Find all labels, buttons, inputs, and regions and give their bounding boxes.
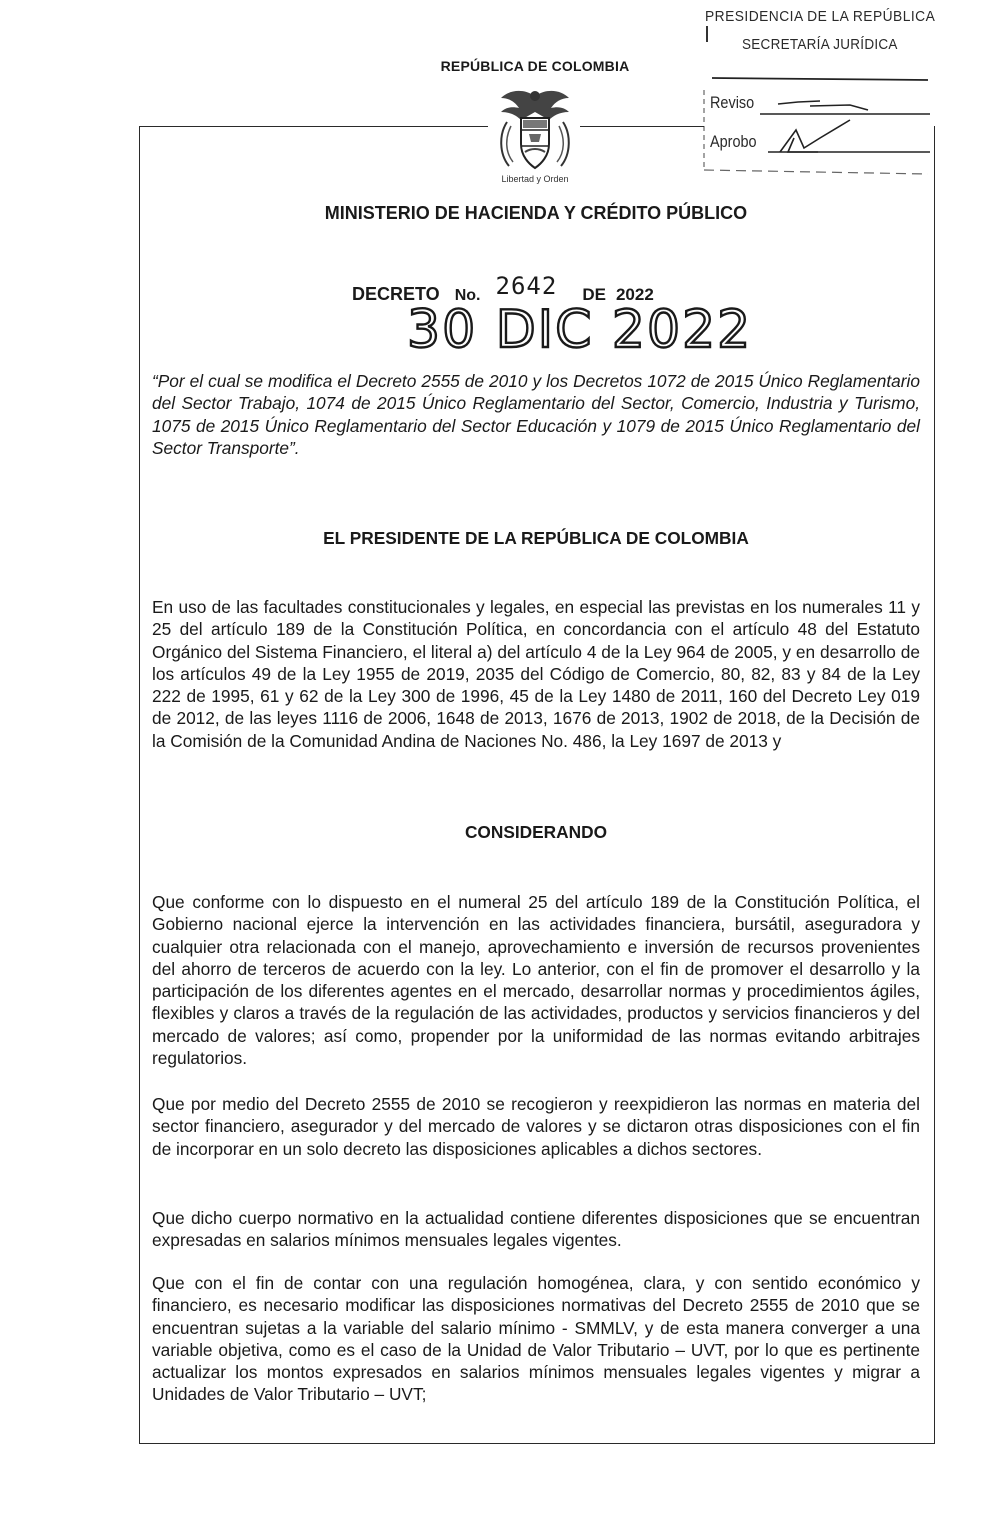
considerando-heading: CONSIDERANDO xyxy=(464,822,608,842)
republica-heading: REPÚBLICA DE COLOMBIA xyxy=(440,58,630,74)
ministry-heading: MINISTERIO DE HACIENDA Y CRÉDITO PÚBLICO xyxy=(324,203,748,223)
decree-year: 2022 xyxy=(615,285,654,304)
considerando-paragraph: Que con el fin de contar con una regulación homogénea, clara, y con sentido económico y financiero, es necesario modificar las disposiciones normativas del Decreto 2555 de 2010 que se encuentran sujetas a la variable del salario mínimo - SMMLV, y de esta manera converger a una variable objetiva, como es el caso de la Unidad de Valor Tributario – UVT, por lo que es pertinente actualizar los montos expresados en salarios mínimos mensuales legales vigentes y migrar a Unidades de Valor Tributario – UVT; xyxy=(152,1273,920,1405)
considerando-paragraph: Que conforme con lo dispuesto en el numeral 25 del artículo 189 de la Constitución Política, el Gobierno nacional ejerce la intervención en las actividades financiera, bursátil, aseguradora y cualquier otra relacionada con el manejo, aprovechamiento e inversión de recursos provenientes del ahorro de terceros de acuerdo con la ley. Lo anterior, con el fin de promover el desarrollo y la participación de los diferentes agentes en el mercado, desarrollar normas y procedimientos ágiles, flexibles y claros a través de la regulación de las actividades, productos y servicios financieros y del mercado de valores; así como, propender por la uniformidad de las normas evitando arbitrajes regulatorios. xyxy=(152,892,920,1069)
considerando-paragraph: Que por medio del Decreto 2555 de 2010 se recogieron y reexpidieron las normas en materia del sector financiero, asegurador y del mercado de valores y se dictaron otras disposiciones con el fin de incorporar en un solo decreto las disposiciones aplicables a dichos sectores. xyxy=(152,1094,920,1159)
stamp-office-title: PRESIDENCIA DE LA REPÚBLICA xyxy=(705,8,936,25)
decree-no-label: No. xyxy=(454,287,481,304)
decree-epigraph: “Por el cual se modifica el Decreto 2555 de 2010 y los Decretos 1072 de 2015 Único Reglamentario del Sector Trabajo, 1074 de 2015 Único Reglamentario del Sector, Comercio, Industria y Turismo, 1075 de 2015 Único Reglamentario del Sector Educación y 1079 de 2015 Único Reglamentario del Sector Transporte”. xyxy=(152,371,920,458)
date-stamp: 30 DIC 2022 xyxy=(407,300,753,360)
powers-paragraph: En uso de las facultades constitucionales y legales, en especial las previstas en los numerales 11 y 25 del artículo 189 de la Constitución Política, en concordancia con el artículo 48 del Estatuto Orgánico del Sistema Financiero, el literal a) del artículo 4 de la Ley 964 de 2005, y en desarrollo de los artículos 49 de la Ley 1955 de 2019, 2035 del Código de Comercio, 80, 82, 83 y 84 de la Ley 222 de 1995, 61 y 62 de la Ley 300 de 1996, 45 de la Ley 1480 de 2011, 160 del Decreto Ley 019 de 2012, de las leyes 1116 de 2006, 1648 de 2013, 1676 de 2013, 1902 de 2018, de la Decisión de la Comisión de la Comunidad Andina de Naciones No. 486, la Ley 1697 de 2013 y xyxy=(152,597,920,751)
stamp-reviso-label: Reviso xyxy=(710,93,755,112)
coat-of-arms-icon xyxy=(489,82,581,182)
president-heading: EL PRESIDENTE DE LA REPÚBLICA DE COLOMBIA xyxy=(323,528,749,548)
decree-de-label: DE xyxy=(582,285,606,304)
stamp-department: SECRETARÍA JURÍDICA xyxy=(742,36,898,53)
decree-label: DECRETO xyxy=(352,284,440,304)
seal-motto: Libertad y Orden xyxy=(501,174,569,184)
decree-number: 2642 xyxy=(495,272,558,300)
stamp-aprobo-label: Aprobo xyxy=(710,132,757,151)
considerando-paragraph: Que dicho cuerpo normativo en la actualidad contiene diferentes disposiciones que se encuentran expresadas en salarios mínimos mensuales legales vigentes. xyxy=(152,1208,920,1251)
